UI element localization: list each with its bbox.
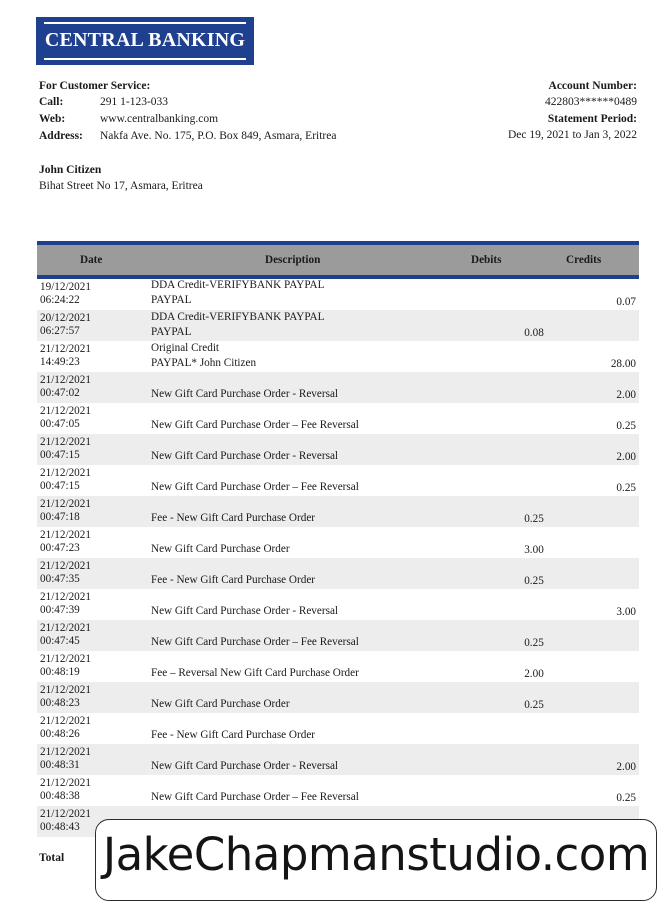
row-description: [151, 278, 324, 308]
row-time: 00:47:18: [40, 511, 80, 523]
row-datetime: [40, 498, 91, 524]
row-description-line2: Fee – Reversal New Gift Card Purchase Order: [151, 667, 359, 679]
row-debit: 0.25: [524, 575, 544, 587]
table-row: [37, 744, 639, 775]
row-datetime: [40, 653, 91, 679]
row-description-line2: Fee - New Gift Card Purchase Order: [151, 729, 316, 741]
row-time: 00:48:26: [40, 728, 80, 740]
table-row: [37, 310, 639, 341]
row-credit: 2.00: [616, 761, 636, 773]
header-date: Date: [80, 254, 103, 266]
row-description-line2: PAYPAL: [151, 294, 192, 306]
row-credit: 28.00: [610, 358, 636, 370]
row-debit: 0.08: [524, 327, 544, 339]
watermark-text: JakeChapmanstudio.com: [102, 828, 650, 881]
table-row: [37, 651, 639, 682]
row-datetime: [40, 436, 91, 462]
row-datetime: [40, 715, 91, 741]
row-description: [151, 341, 256, 371]
row-date: 21/12/2021: [40, 343, 91, 355]
web-address: www.centralbanking.com: [100, 113, 219, 125]
row-credit: 0.25: [616, 482, 636, 494]
row-date: 19/12/2021: [40, 281, 91, 293]
row-description-line2: PAYPAL: [151, 326, 192, 338]
holder-address: Bihat Street No 17, Asmara, Eritrea: [39, 180, 203, 192]
row-time: 06:24:22: [40, 294, 80, 306]
table-row: [37, 341, 639, 372]
row-time: 00:48:38: [40, 790, 80, 802]
row-description: [151, 542, 290, 557]
row-time: 00:48:19: [40, 666, 80, 678]
row-debit: 0.25: [524, 513, 544, 525]
bank-address: Nakfa Ave. No. 175, P.O. Box 849, Asmara, Eritrea: [100, 130, 337, 142]
table-row: [37, 465, 639, 496]
table-row: [37, 775, 639, 806]
table-row: [37, 372, 639, 403]
row-credit: 2.00: [616, 451, 636, 463]
customer-service-block: [39, 80, 336, 147]
statement-period: Dec 19, 2021 to Jan 3, 2022: [507, 129, 637, 141]
row-time: 00:47:23: [40, 542, 80, 554]
row-time: 00:48:23: [40, 697, 80, 709]
call-label: Call:: [39, 96, 64, 108]
row-time: 00:47:15: [40, 480, 80, 492]
row-datetime: [40, 591, 91, 617]
row-datetime: [40, 374, 91, 400]
row-description-line2: Fee - New Gift Card Purchase Order: [151, 512, 316, 524]
row-date: 21/12/2021: [40, 374, 91, 386]
address-label: Address:: [39, 130, 83, 142]
header-debits: Debits: [471, 254, 502, 266]
statement-period-label: Statement Period:: [547, 113, 637, 125]
row-description-line2: Fee - New Gift Card Purchase Order: [151, 574, 316, 586]
account-number: 422803******0489: [545, 96, 637, 108]
logo-bottom-rule: [44, 58, 246, 60]
web-row: [39, 113, 336, 130]
row-description: [151, 790, 359, 805]
row-time: 00:47:45: [40, 635, 80, 647]
web-label: Web:: [39, 113, 66, 125]
address-row: [39, 130, 336, 147]
row-description: [151, 697, 290, 712]
table-body: [37, 279, 639, 837]
row-time: 14:49:23: [40, 356, 80, 368]
row-credit: 3.00: [616, 606, 636, 618]
row-description-line2: New Gift Card Purchase Order – Fee Reversal: [151, 636, 359, 648]
logo-top-rule: [44, 22, 246, 24]
row-datetime: [40, 808, 91, 834]
row-datetime: [40, 405, 91, 431]
row-debit: 0.25: [524, 699, 544, 711]
watermark-box: [95, 819, 657, 901]
row-date: 21/12/2021: [40, 498, 91, 510]
row-description: [151, 604, 338, 619]
row-date: 21/12/2021: [40, 653, 91, 665]
bank-name: CENTRAL BANKING: [44, 29, 246, 51]
row-description-line2: New Gift Card Purchase Order - Reversal: [151, 450, 339, 462]
row-datetime: [40, 529, 91, 555]
row-description-line2: New Gift Card Purchase Order – Fee Reversal: [151, 481, 359, 493]
row-description-line2: New Gift Card Purchase Order: [151, 543, 290, 555]
table-row: [37, 403, 639, 434]
table-row: [37, 558, 639, 589]
row-description-line2: New Gift Card Purchase Order – Fee Reversal: [151, 791, 359, 803]
row-datetime: [40, 281, 91, 307]
row-credit: 0.25: [616, 792, 636, 804]
table-row: [37, 620, 639, 651]
row-time: 00:47:35: [40, 573, 80, 585]
row-debit: 0.25: [524, 637, 544, 649]
row-date: 21/12/2021: [40, 591, 91, 603]
account-holder: [39, 164, 203, 192]
row-credit: 0.07: [616, 296, 636, 308]
row-date: 21/12/2021: [40, 560, 91, 572]
row-date: 21/12/2021: [40, 746, 91, 758]
row-description: [151, 573, 315, 588]
row-date: 21/12/2021: [40, 622, 91, 634]
table-row: [37, 496, 639, 527]
row-datetime: [40, 684, 91, 710]
row-description-line2: New Gift Card Purchase Order - Reversal: [151, 605, 339, 617]
row-datetime: [40, 467, 91, 493]
row-datetime: [40, 343, 91, 369]
row-date: 21/12/2021: [40, 529, 91, 541]
row-description: [151, 418, 359, 433]
row-description-line1: Original Credit: [151, 342, 220, 354]
table-header: [37, 241, 639, 279]
row-time: 00:47:02: [40, 387, 80, 399]
table-row: [37, 713, 639, 744]
table-row: [37, 527, 639, 558]
account-number-label: Account Number:: [548, 80, 637, 92]
table-row: [37, 279, 639, 310]
row-time: 00:47:15: [40, 449, 80, 461]
customer-service-heading: For Customer Service:: [39, 80, 151, 92]
row-description: [151, 310, 324, 340]
row-time: 00:47:39: [40, 604, 80, 616]
row-description: [151, 666, 359, 681]
row-time: 00:47:05: [40, 418, 80, 430]
row-description: [151, 511, 315, 526]
call-row: [39, 96, 336, 113]
table-row: [37, 682, 639, 713]
row-date: 21/12/2021: [40, 684, 91, 696]
row-date: 21/12/2021: [40, 808, 91, 820]
row-date: 21/12/2021: [40, 467, 91, 479]
row-description: [151, 759, 338, 774]
holder-name: John Citizen: [39, 164, 102, 176]
row-time: 06:27:57: [40, 325, 80, 337]
table-row: [37, 589, 639, 620]
row-description: [151, 449, 338, 464]
row-datetime: [40, 746, 91, 772]
row-datetime: [40, 560, 91, 586]
row-datetime: [40, 312, 91, 338]
header-credits: Credits: [566, 254, 602, 266]
header-description: Description: [265, 254, 321, 266]
bank-logo: [36, 17, 254, 65]
table-row: [37, 434, 639, 465]
account-block: [508, 80, 637, 146]
row-description: [151, 480, 359, 495]
transactions-table: [37, 241, 639, 837]
row-date: 20/12/2021: [40, 312, 91, 324]
row-description: [151, 728, 315, 743]
call-number: 291 1-123-033: [100, 96, 169, 108]
row-credit: 0.25: [616, 420, 636, 432]
row-time: 00:48:43: [40, 821, 80, 833]
row-date: 21/12/2021: [40, 777, 91, 789]
row-description-line2: New Gift Card Purchase Order - Reversal: [151, 760, 339, 772]
row-description-line2: PAYPAL* John Citizen: [151, 357, 257, 369]
row-description-line2: New Gift Card Purchase Order - Reversal: [151, 388, 339, 400]
row-credit: 2.00: [616, 389, 636, 401]
row-description-line1: DDA Credit-VERIFYBANK PAYPAL: [151, 279, 325, 291]
row-datetime: [40, 777, 91, 803]
row-date: 21/12/2021: [40, 436, 91, 448]
row-description: [151, 387, 338, 402]
row-description-line2: New Gift Card Purchase Order – Fee Reversal: [151, 419, 359, 431]
row-description-line2: New Gift Card Purchase Order: [151, 698, 290, 710]
row-description-line1: DDA Credit-VERIFYBANK PAYPAL: [151, 311, 325, 323]
row-description: [151, 635, 359, 650]
row-time: 00:48:31: [40, 759, 80, 771]
row-date: 21/12/2021: [40, 715, 91, 727]
row-debit: 2.00: [524, 668, 544, 680]
row-date: 21/12/2021: [40, 405, 91, 417]
row-datetime: [40, 622, 91, 648]
row-debit: 3.00: [524, 544, 544, 556]
total-label: Total: [39, 852, 65, 864]
